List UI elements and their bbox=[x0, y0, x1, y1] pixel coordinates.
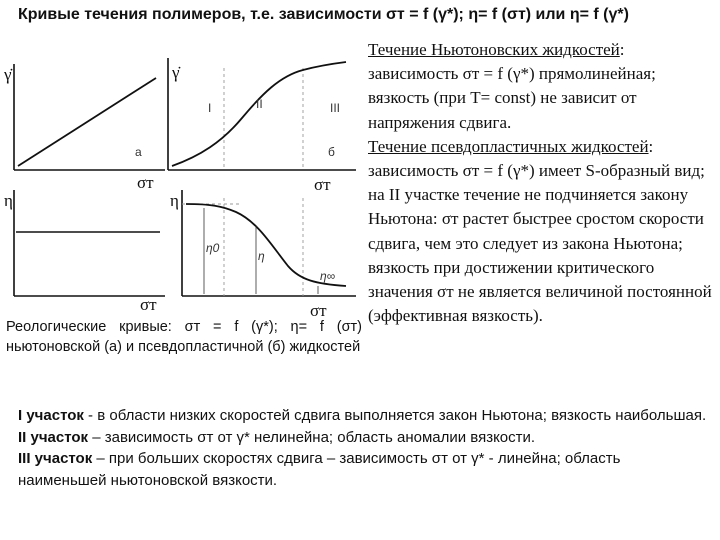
y-label-gamma: γ̇ bbox=[4, 65, 12, 84]
zone-2-text: – зависимость σт от γ* нелинейна; область аномалии вязкости. bbox=[88, 428, 536, 446]
zone-1-description bbox=[18, 405, 708, 427]
explanation-text bbox=[368, 38, 713, 328]
zone-3-text: – при больших скоростях сдвига – зависимость σт от γ* - линейна; область наименьшей ньютоновской вязкости. bbox=[18, 450, 621, 489]
graph-pseudoplastic-flow-curve bbox=[168, 58, 356, 194]
newtonian-heading bbox=[368, 38, 713, 62]
zone-label-3: III bbox=[330, 101, 341, 115]
zone-2-title: II участок bbox=[18, 428, 89, 446]
zone-descriptions bbox=[18, 405, 708, 491]
pseudoplastic-heading-text: Течение псевдопластичных жидкостей bbox=[368, 136, 649, 156]
eta-inf-label: η∞ bbox=[320, 269, 336, 283]
y-label-gamma: γ̇ bbox=[172, 63, 180, 82]
x-label-sigma: σт bbox=[140, 295, 157, 314]
y-label-eta: η bbox=[4, 191, 13, 210]
graph-newtonian-viscosity bbox=[4, 190, 165, 314]
colon: : bbox=[648, 136, 654, 156]
pseudoplastic-body: зависимость σт = f (γ*) имеет S-образный вид; на II участке течение не подчиняется закону Ньютона: σт растет быстрее сростом скорости сдвига, чем это следует из закона Ньютона; bbox=[368, 161, 705, 253]
zone-label-2: II bbox=[256, 97, 263, 111]
zone-label-1: I bbox=[208, 101, 212, 115]
zone-1-text: - в области низких скоростей сдвига выполняется закон Ньютона; вязкость наибольшая. bbox=[83, 407, 707, 424]
pseudoplastic-heading bbox=[368, 135, 713, 159]
label-b: б bbox=[328, 145, 335, 159]
x-label-sigma: σт bbox=[314, 175, 331, 194]
x-label-sigma: σт bbox=[137, 173, 154, 192]
eta-label: η bbox=[258, 249, 265, 263]
y-label-eta: η bbox=[170, 191, 179, 210]
figure-caption: Реологические кривые: σт = f (γ*); η= f (σт) ньютоновской (а) и псевдопластичной (б) жидкостей bbox=[6, 319, 362, 355]
graph-newtonian-flow-curve bbox=[3, 64, 165, 192]
label-a: а bbox=[135, 145, 142, 159]
x-label-sigma: σт bbox=[310, 301, 327, 320]
viscosity-note: вязкость при достижении критического значения σт не является величиной постоянной (эффективная вязкость). bbox=[368, 257, 712, 326]
newtonian-body: зависимость σт = f (γ*) прямолинейная; вязкость (при T= const) не зависит от напряжения сдвига. bbox=[368, 64, 656, 132]
zone-1-title: I участок bbox=[18, 407, 84, 424]
graph-pseudoplastic-viscosity bbox=[170, 190, 356, 320]
pseudoplastic-curve bbox=[172, 62, 346, 166]
zone-3-description bbox=[18, 448, 708, 491]
zone-2-description bbox=[18, 427, 708, 449]
eta0-label: η0 bbox=[206, 241, 220, 255]
newtonian-heading-text: Течение Ньютоновских жидкостей bbox=[368, 40, 620, 59]
colon: : bbox=[619, 40, 625, 59]
zone-3-title: III участок bbox=[18, 450, 93, 467]
slide-title: Кривые течения полимеров, т.е. зависимости σт = f (γ*); η= f (σт) или η= f (γ*) bbox=[18, 6, 629, 23]
